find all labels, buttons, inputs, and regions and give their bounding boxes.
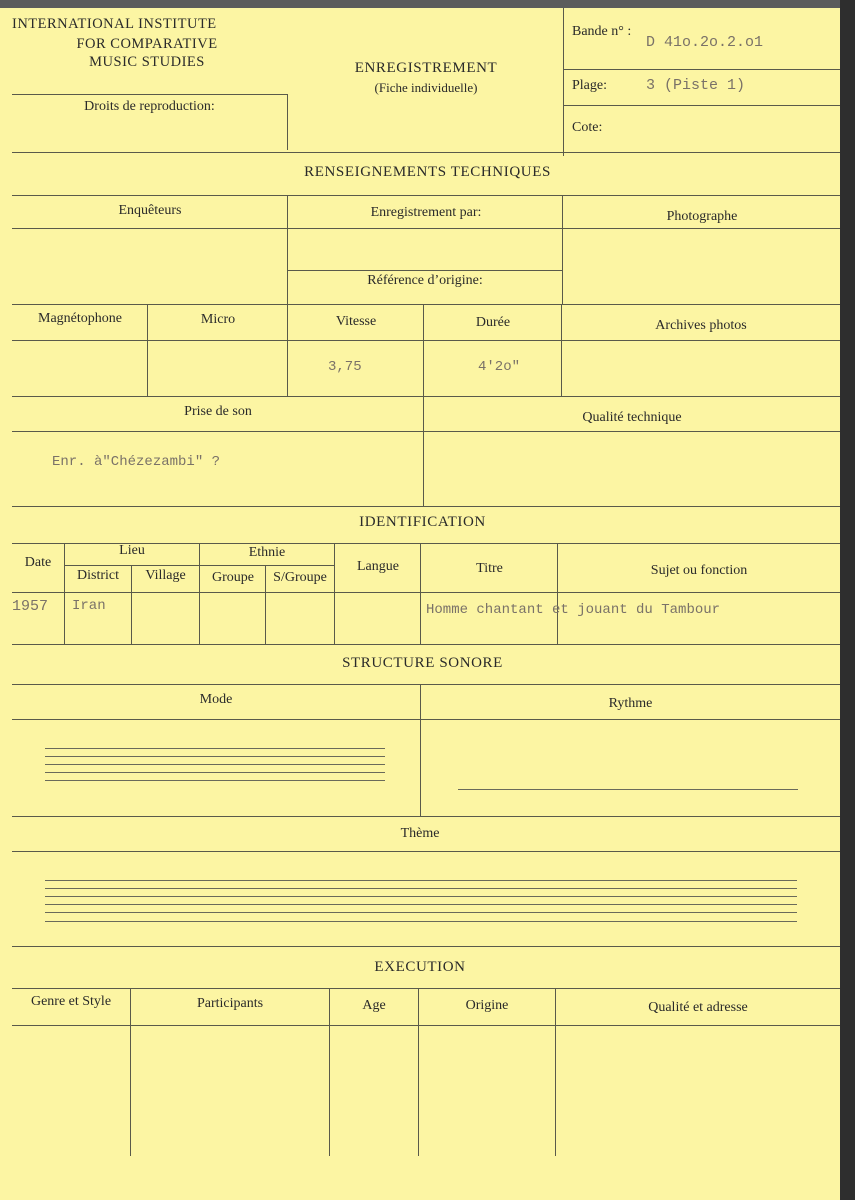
reference-origine-label: Référence d’origine: [367,273,483,288]
rule [12,340,840,341]
rythme-label: Rythme [608,696,653,711]
origine-label: Origine [465,998,509,1013]
divider [562,195,563,305]
titre-label: Titre [476,561,503,576]
rule [12,228,840,229]
divider [557,543,558,644]
duree-value: 4'2o" [478,359,521,375]
divider [561,304,562,396]
sujet-label: Sujet ou fonction [650,563,748,578]
index-card [0,8,840,1200]
prise-de-son-label: Prise de son [184,404,252,419]
form-subtitle: (Fiche individuelle) [374,80,478,95]
district-label: District [77,568,119,583]
divider [130,988,131,1156]
langue-label: Langue [357,559,399,574]
age-label: Age [362,998,386,1013]
rule [12,684,840,685]
rule [12,195,840,196]
enqueteurs-label: Enquêteurs [118,203,182,218]
photographe-label: Photographe [666,209,738,224]
divider [423,304,424,396]
theme-label: Thème [400,826,440,841]
divider [287,304,288,396]
divider [131,565,132,644]
divider [329,988,330,1156]
rule [12,946,840,947]
titre-value: Homme chantant et jouant du Tambour [426,602,721,618]
participants-label: Participants [196,996,264,1011]
ethnie-label: Ethnie [248,545,286,560]
bande-label: Bande n° : [572,24,632,39]
scan-top-edge [0,0,855,8]
qualite-technique-label: Qualité technique [582,410,682,425]
header-rule [12,94,288,95]
magnetophone-label: Magnétophone [38,311,122,326]
lieu-label: Lieu [119,543,145,558]
institute-line-1: INTERNATIONAL INSTITUTE [12,16,217,32]
plage-label: Plage: [572,78,607,93]
divider [265,565,266,644]
micro-label: Micro [200,312,236,327]
divider [420,543,421,644]
plage-value: 3 (Piste 1) [646,77,746,94]
archives-photos-label: Archives photos [655,318,747,333]
bande-value: D 41o.2o.2.o1 [646,34,764,51]
genre-label: Genre et Style [30,994,112,1009]
rule [12,816,840,817]
rule [12,592,840,593]
rule [288,270,562,271]
right-header-divider [563,8,564,156]
institute-line-2: FOR COMPARATIVE [76,36,218,52]
rythme-line [458,789,798,790]
district-value: Iran [72,598,106,614]
rule [12,644,840,645]
droits-label: Droits de reproduction: [84,99,215,114]
divider [334,543,335,644]
section-execution-title: EXECUTION [374,959,466,975]
prise-value: Enr. à"Chézezambi" ? [52,454,221,470]
date-value: 1957 [12,598,49,615]
form-title: ENREGISTREMENT [354,60,498,76]
rule [12,396,840,397]
divider [199,543,200,644]
vitesse-value: 3,75 [328,359,362,375]
header-divider [287,94,288,150]
divider [64,543,65,644]
rule [12,152,840,153]
mode-label: Mode [199,692,233,707]
qualite-adresse-label: Qualité et adresse [648,1000,748,1015]
duree-label: Durée [475,315,511,330]
village-label: Village [145,568,186,583]
bande-rule [564,69,840,70]
section-structure-title: STRUCTURE SONORE [342,655,503,671]
divider [418,988,419,1156]
sgroupe-label: S/Groupe [273,570,327,585]
rule [12,1025,840,1026]
divider [423,396,424,506]
plage-rule [564,105,840,106]
rule [12,431,840,432]
groupe-label: Groupe [212,570,254,585]
enregistrement-par-label: Enregistrement par: [370,205,482,220]
cote-label: Cote: [572,120,603,135]
scan-right-edge [840,0,855,1200]
section-identification-title: IDENTIFICATION [359,514,486,530]
divider [555,988,556,1156]
date-label: Date [24,555,52,570]
section-technique-title: RENSEIGNEMENTS TECHNIQUES [304,164,551,180]
rule [12,506,840,507]
rule [12,851,840,852]
vitesse-label: Vitesse [335,314,377,329]
rule [12,304,840,305]
institute-line-3: MUSIC STUDIES [89,54,205,70]
divider [147,304,148,396]
rule [12,988,840,989]
divider [420,684,421,816]
rule [12,719,840,720]
